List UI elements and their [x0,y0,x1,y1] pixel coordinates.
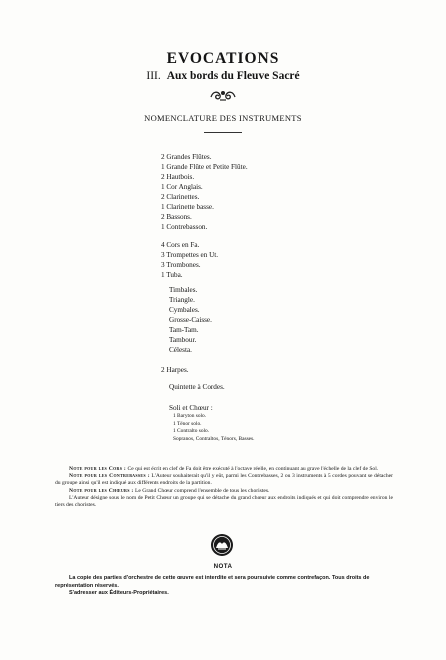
soli-line: Sopranos, Contraltos, Ténors, Basses. [173,435,255,442]
soli-line: 1 Contralto solo. [173,428,210,434]
instrument-line: 2 Bassons. [161,213,192,221]
note-label: Note pour les Cors : [69,466,127,472]
harps-line: 2 Harpes. [161,366,189,374]
instrument-line: 4 Cors en Fa. [161,241,200,249]
instrument-line: 1 Cor Anglais. [161,183,203,191]
note-cors [55,466,393,473]
page-title: EVOCATIONS [166,50,280,67]
soli-line: 1 Ténor solo. [173,420,202,427]
instrument-line: Tam-Tam. [169,326,199,334]
strings-line: Quintette à Cordes. [169,383,225,391]
note-label: Note pour les Chœurs : [69,487,134,494]
instrument-line: 1 Clarinette basse. [161,203,214,211]
instrument-line: 1 Contrebasson. [161,223,208,231]
soli-line: 1 Baryton solo. [173,413,207,419]
instrument-line: 1 Grande Flûte et Petite Flûte. [161,163,248,171]
instrument-line: 3 Trompettes en Ut. [161,251,219,259]
ornament-fleuron-icon [208,88,238,102]
instrument-line: Célesta. [169,346,192,354]
instrument-line: 2 Clarinettes. [161,193,200,201]
nota-line: S'adresser aux Éditeurs-Propriétaires. [69,590,169,597]
note-text: L'Auteur souhaiterait qu'il y eût, parmi les Contrebasses, 2 ou 3 instruments à 5 cordes pouvant se détacher du groupe ainsi qu'il est indiqué aux différents endroits de la partition. [55,473,393,487]
note-choeurs-continued: L'Auteur désigne sous le nom de Petit Chœur un groupe qui se détache du grand chœur aux endroits indiqués et qui doit comprendre environ le tiers des choristes. [55,494,393,509]
copyright-notice [55,575,395,598]
note-contrebasses [55,473,393,487]
note-label: Note pour les Contrebasses : [69,473,150,480]
woodwinds-list [161,152,248,232]
percussion-list [161,285,212,355]
note-text: Ce qui est écrit en clef de Fa doit être exécuté à l'octave réelle, en continuant au grave l'échelle de la clef de Sol. [127,466,379,472]
instrument-line: Grosse-Caisse. [169,316,212,324]
soli-heading: Soli et Chœur : [169,404,213,412]
section-heading: NOMENCLATURE DES INSTRUMENTS [144,113,302,123]
movement-title: Aux bords du Fleuve Sacré [166,70,300,82]
performance-notes [55,466,393,509]
note-text: Le Grand Chœur comprend l'ensemble de tous les choristes. [135,487,270,494]
instrument-line: Timbales. [169,286,198,294]
brass-list [161,240,218,280]
soli-choir-block [161,403,255,443]
instrument-line: Triangle. [169,296,195,304]
movement-number: III. [146,70,161,82]
instrument-line: 2 Hautbois. [161,173,195,181]
nota-line: La copie des parties d'orchestre de cette œuvre est interdite et sera poursuivie comme contrefaçon. Tous droits de représentation réservés. [55,575,370,589]
divider [204,132,242,133]
page-subtitle [0,70,446,82]
publisher-emblem-icon [210,533,234,557]
instrument-line: 2 Grandes Flûtes. [161,153,212,161]
instrument-line: Cymbales. [169,306,200,314]
note-choeurs [55,488,393,495]
instrument-line: 3 Trombones. [161,261,201,269]
instrument-line: 1 Tuba. [161,271,183,279]
nota-heading: NOTA [213,563,233,570]
instrument-line: Tambour. [169,336,197,344]
